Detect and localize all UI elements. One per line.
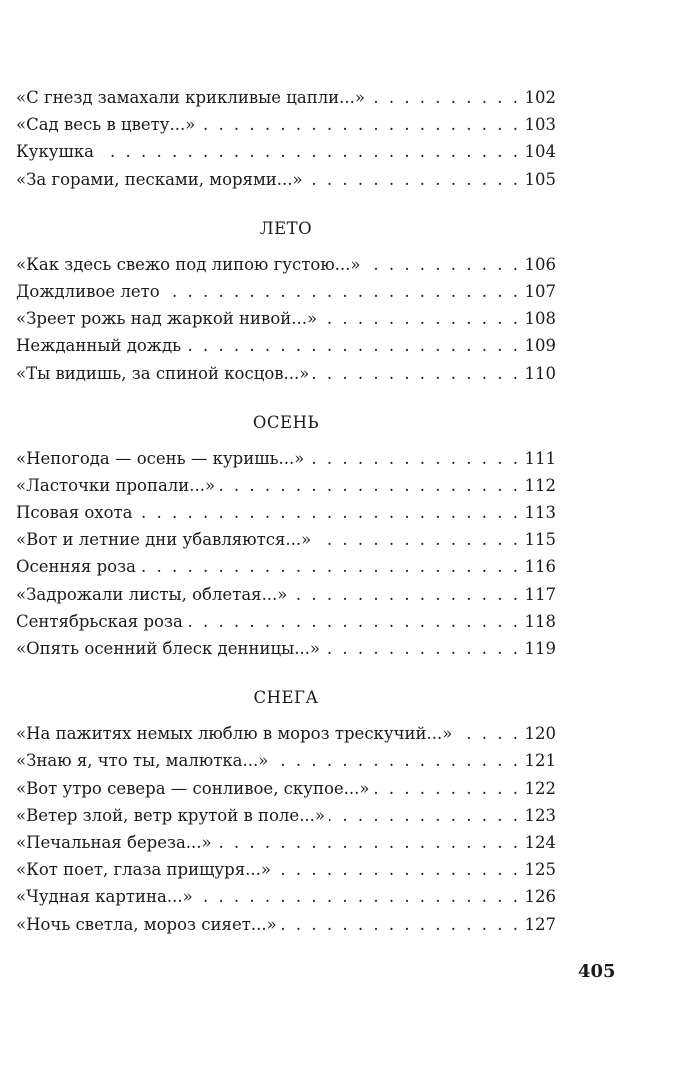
- toc-entry-title: Псовая охота: [16, 503, 133, 523]
- toc-entry-title: «С гнезд замахали крикливые цапли...»: [16, 88, 365, 107]
- toc-entry[interactable]: [16, 305, 556, 332]
- toc-entry[interactable]: [16, 747, 556, 774]
- dot-leader: [281, 911, 521, 938]
- dot-leader: [324, 635, 520, 662]
- dot-leader: [187, 608, 521, 635]
- toc-entry[interactable]: [16, 138, 556, 165]
- dot-leader: [291, 581, 520, 608]
- toc-entry[interactable]: [16, 360, 556, 387]
- toc-entry-title: «За горами, песками, морями...»: [16, 169, 303, 189]
- toc-entry-page: 122: [524, 778, 556, 798]
- toc-entry-title: Нежданный дождь: [16, 336, 182, 356]
- toc-entry-title: «Сад весь в цвету...»: [16, 115, 196, 135]
- toc-entry[interactable]: [16, 332, 556, 359]
- toc-entry-title: «Ты видишь, за спиной косцов...»: [16, 363, 310, 383]
- section-heading: ОСЕНЬ: [252, 412, 320, 432]
- toc-entry-title: «Опять осенний блеск денницы...»: [16, 639, 321, 658]
- toc-entry-title: «Ветер злой, ветр крутой в поле...»: [16, 805, 326, 825]
- toc-entry-page: 113: [524, 503, 556, 523]
- dot-leader: [164, 278, 521, 305]
- toc-entry-page: 106: [524, 254, 556, 274]
- toc-entry-title: «Как здесь свежо под липою густою...»: [16, 254, 361, 274]
- toc-entry-page: 112: [524, 475, 556, 495]
- toc-entry-page: 127: [524, 914, 556, 934]
- toc-section-summer: [16, 215, 556, 387]
- section-heading: СНЕГА: [253, 688, 319, 708]
- toc-entry-title: «Ночь светла, мороз сияет...»: [16, 914, 277, 934]
- toc-entry-page: 105: [524, 169, 556, 189]
- toc-section-continued: [16, 84, 556, 193]
- toc-entry-title: Дождливое лето: [16, 281, 160, 301]
- dot-leader: [216, 829, 521, 856]
- toc-section-autumn: [16, 409, 556, 663]
- dot-leader: [456, 720, 520, 747]
- toc-entry-title: «Печальная береза...»: [16, 832, 212, 852]
- toc-entry-title: «На пажитях немых люблю в мороз трескучий...»: [16, 724, 453, 744]
- dot-leader: [365, 251, 521, 278]
- toc-entry-title: Сентябрьская роза: [16, 611, 183, 631]
- toc-entry-page: 103: [524, 115, 556, 135]
- toc-entry-page: 108: [524, 309, 556, 329]
- toc-entry[interactable]: [16, 608, 556, 635]
- dot-leader: [307, 166, 521, 193]
- toc-entry[interactable]: [16, 883, 556, 910]
- toc-entry-page: 126: [524, 887, 556, 907]
- toc-section-snows: [16, 684, 556, 938]
- dot-leader: [140, 553, 521, 580]
- dot-leader: [185, 332, 520, 359]
- toc-entry-title: «Чудная картина...»: [16, 887, 193, 907]
- dot-leader: [275, 856, 521, 883]
- toc-entry[interactable]: [16, 720, 556, 747]
- toc-entry[interactable]: [16, 472, 556, 499]
- dot-leader: [313, 360, 520, 387]
- toc-entry-title: «Вот утро севера — сонливое, скупое...»: [16, 778, 370, 798]
- toc-entry[interactable]: [16, 581, 556, 608]
- toc-entry[interactable]: [16, 445, 556, 472]
- dot-leader: [329, 802, 520, 829]
- dot-leader: [199, 111, 520, 138]
- table-of-contents: [16, 84, 556, 938]
- toc-entry-title: «Зреет рожь над жаркой нивой...»: [16, 309, 318, 329]
- dot-leader: [373, 775, 520, 802]
- section-heading: ЛЕТО: [259, 218, 313, 238]
- dot-leader: [98, 138, 521, 165]
- toc-entry[interactable]: [16, 911, 556, 938]
- dot-leader: [369, 84, 521, 111]
- toc-entry[interactable]: [16, 84, 556, 111]
- toc-entry-page: 110: [524, 363, 556, 383]
- toc-entry[interactable]: [16, 553, 556, 580]
- toc-entry[interactable]: [16, 829, 556, 856]
- dot-leader: [272, 747, 520, 774]
- toc-entry[interactable]: [16, 775, 556, 802]
- toc-entry[interactable]: [16, 802, 556, 829]
- toc-entry-page: 104: [524, 142, 556, 162]
- toc-entry[interactable]: [16, 526, 556, 553]
- toc-entry-title: Осенняя роза: [16, 557, 136, 577]
- toc-entry-page: 119: [524, 639, 556, 658]
- dot-leader: [219, 472, 520, 499]
- toc-entry-title: «Непогода — осень — куришь...»: [16, 448, 305, 468]
- toc-entry-page: 109: [524, 336, 556, 356]
- toc-entry[interactable]: [16, 111, 556, 138]
- toc-entry-page: 120: [524, 724, 556, 744]
- toc-entry[interactable]: [16, 166, 556, 193]
- toc-entry-title: «Знаю я, что ты, малютка...»: [16, 751, 269, 771]
- dot-leader: [321, 305, 520, 332]
- toc-entry-page: 118: [524, 611, 556, 631]
- toc-entry[interactable]: [16, 251, 556, 278]
- toc-entry-title: «Задрожали листы, облетая...»: [16, 584, 288, 604]
- dot-leader: [197, 883, 521, 910]
- toc-entry-page: 123: [524, 805, 556, 825]
- toc-entry-title: «Ласточки пропали...»: [16, 475, 216, 495]
- toc-entry-page: 124: [524, 832, 556, 852]
- dot-leader: [315, 526, 520, 553]
- toc-entry-page: 107: [524, 281, 556, 301]
- dot-leader: [308, 445, 520, 472]
- toc-entry-title: Кукушка: [16, 142, 94, 162]
- toc-entry-title: «Вот и летние дни убавляются...»: [16, 530, 312, 550]
- toc-entry[interactable]: [16, 278, 556, 305]
- toc-entry-page: 102: [524, 88, 556, 107]
- toc-entry[interactable]: [16, 635, 556, 662]
- toc-entry-title: «Кот поет, глаза прищуря...»: [16, 860, 271, 880]
- toc-entry-page: 111: [524, 448, 556, 468]
- toc-entry[interactable]: [16, 856, 556, 883]
- dot-leader: [136, 499, 520, 526]
- toc-entry-page: 115: [524, 530, 556, 550]
- toc-entry-page: 121: [524, 751, 556, 771]
- page-number: 405: [578, 961, 616, 982]
- toc-entry-page: 117: [524, 584, 556, 604]
- toc-entry-page: 125: [524, 860, 556, 880]
- toc-entry-page: 116: [524, 557, 556, 577]
- toc-entry[interactable]: [16, 499, 556, 526]
